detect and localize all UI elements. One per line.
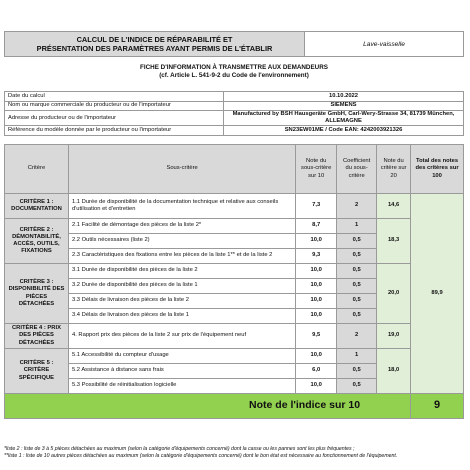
subcriterion-coef: 1 [337, 219, 377, 234]
criterion-name: CRITÈRE 1 : DOCUMENTATION [5, 194, 69, 219]
product-category: Lave-vaisselle [305, 32, 464, 57]
criterion-name: CRITÈRE 5 : CRITÈRE SPÉCIFIQUE [5, 349, 69, 394]
index-label: Note de l'indice sur 10 [5, 394, 411, 419]
subcriterion-coef: 0,5 [337, 264, 377, 279]
subcriterion-score: 9,3 [296, 249, 337, 264]
index-value: 9 [411, 394, 464, 419]
subcriterion-score: 10,0 [296, 234, 337, 249]
info-value: SIEMENS [224, 101, 464, 111]
col-header-subcriteria: Sous-critère [68, 145, 295, 194]
info-row [5, 101, 464, 111]
form-subtitle-line-2: (cf. Article L. 541-9-2 du Code de l'environnement) [159, 72, 309, 79]
score-row [5, 349, 464, 364]
sheet-title-line-2: PRÉSENTATION DES PARAMÈTRES AYANT PERMIS DE L'ÉTABLIR [36, 44, 273, 53]
subcriterion-label: 3.4 Délais de livraison des pièces de la liste 1 [68, 309, 295, 324]
subcriterion-score: 10,0 [296, 279, 337, 294]
info-value: SN23EW01ME / Code EAN: 4242003921326 [224, 126, 464, 136]
info-table [4, 91, 464, 136]
subcriterion-coef: 0,5 [337, 279, 377, 294]
col-header-score20: Note du critère sur 20 [377, 145, 411, 194]
footnotes [4, 446, 468, 460]
info-row [5, 126, 464, 136]
subcriterion-label: 3.3 Délais de livraison des pièces de la liste 2 [68, 294, 295, 309]
subcriterion-label: 3.1 Durée de disponibilité des pièces de la liste 2 [68, 264, 295, 279]
subcriterion-score: 10,0 [296, 349, 337, 364]
title-table [4, 31, 464, 57]
info-label: Date du calcul [5, 92, 224, 102]
col-header-total: Total des notes des critères sur 100 [411, 145, 464, 194]
subcriterion-label: 1.1 Durée de disponibilité de la documentation technique et relative aux conseils d'utilisation et d'entretien [68, 194, 295, 219]
subcriterion-score: 7,3 [296, 194, 337, 219]
col-header-coef: Coefficient du sous-critère [337, 145, 377, 194]
criterion-score: 20,0 [377, 264, 411, 324]
subcriterion-coef: 1 [337, 349, 377, 364]
subcriterion-coef: 0,5 [337, 234, 377, 249]
score-row [5, 219, 464, 234]
info-value: Manufactured by BSH Hausgeräte GmbH, Carl-Wery-Strasse 34, 81739 München, ALLEMAGNE [224, 111, 464, 126]
info-value: 10.10.2022 [224, 92, 464, 102]
subcriterion-coef: 0,5 [337, 379, 377, 394]
subcriterion-score: 10,0 [296, 309, 337, 324]
subcriterion-label: 4. Rapport prix des pièces de la liste 2 sur prix de l'équipement neuf [68, 324, 295, 349]
criterion-score: 18,3 [377, 219, 411, 264]
footnote-list-1: **liste 1 : liste de 10 autres pièces détachées au maximum (selon la catégorie d'équipements concerné) dont le bon état est nécessaire au fonctionnement de l'équipement. [4, 453, 398, 459]
subcriterion-label: 2.2 Outils nécessaires (liste 2) [68, 234, 295, 249]
form-subtitle [4, 64, 464, 80]
subcriterion-label: 5.3 Possibilité de réinitialisation logicielle [68, 379, 295, 394]
subcriterion-score: 10,0 [296, 379, 337, 394]
col-header-criteria: Critère [5, 145, 69, 194]
subcriterion-score: 6,0 [296, 364, 337, 379]
subcriterion-label: 2.3 Caractéristiques des fixations entre les pièces de la liste 1** et de la liste 2 [68, 249, 295, 264]
col-header-score10: Note du sous-critère sur 10 [296, 145, 337, 194]
criterion-name: CRITÈRE 4 : PRIX DES PIÈCES DÉTACHÉES [5, 324, 69, 349]
subcriterion-label: 5.1 Accessibilité du compteur d'usage [68, 349, 295, 364]
total-score: 89,9 [411, 194, 464, 394]
subcriterion-coef: 2 [337, 324, 377, 349]
criterion-name: CRITÈRE 2 : DÉMONTABILITÉ, ACCÈS, OUTILS, FIXATIONS [5, 219, 69, 264]
criterion-name: CRITÈRE 3 : DISPONIBILITÉ DES PIÈCES DÉTACHÉES [5, 264, 69, 324]
sheet-title [5, 32, 305, 57]
criterion-score: 14,6 [377, 194, 411, 219]
subcriterion-label: 2.1 Facilité de démontage des pièces de la liste 2* [68, 219, 295, 234]
form-subtitle-line-1: FICHE D'INFORMATION À TRANSMETTRE AUX DEMANDEURS [140, 64, 328, 71]
subcriterion-score: 9,5 [296, 324, 337, 349]
score-table [4, 144, 464, 419]
info-row [5, 111, 464, 126]
subcriterion-score: 10,0 [296, 264, 337, 279]
subcriterion-coef: 2 [337, 194, 377, 219]
subcriterion-label: 3.2 Durée de disponibilité des pièces de la liste 1 [68, 279, 295, 294]
score-row [5, 194, 464, 219]
index-summary-row [5, 394, 464, 419]
criterion-score: 19,0 [377, 324, 411, 349]
info-label: Adresse du producteur ou de l'importateur [5, 111, 224, 126]
info-row [5, 92, 464, 102]
footnote-list-2: *liste 2 : liste de 3 à 5 pièces détachées au maximum (selon la catégorie d'équipements concerné) dont la casse ou les pannes sont les plus fréquentes ; [4, 446, 355, 452]
subcriterion-score: 8,7 [296, 219, 337, 234]
sheet-title-line-1: CALCUL DE L'INDICE DE RÉPARABILITÉ ET [76, 35, 233, 44]
subcriterion-label: 5.2 Assistance à distance sans frais [68, 364, 295, 379]
score-row [5, 264, 464, 279]
subcriterion-coef: 0,5 [337, 309, 377, 324]
subcriterion-coef: 0,5 [337, 364, 377, 379]
subcriterion-score: 10,0 [296, 294, 337, 309]
subcriterion-coef: 0,5 [337, 249, 377, 264]
info-label: Nom ou marque commerciale du producteur ou de l'importateur [5, 101, 224, 111]
info-label: Référence du modèle donnée par le producteur ou l'importateur [5, 126, 224, 136]
subcriterion-coef: 0,5 [337, 294, 377, 309]
score-row [5, 324, 464, 349]
criterion-score: 18,0 [377, 349, 411, 394]
